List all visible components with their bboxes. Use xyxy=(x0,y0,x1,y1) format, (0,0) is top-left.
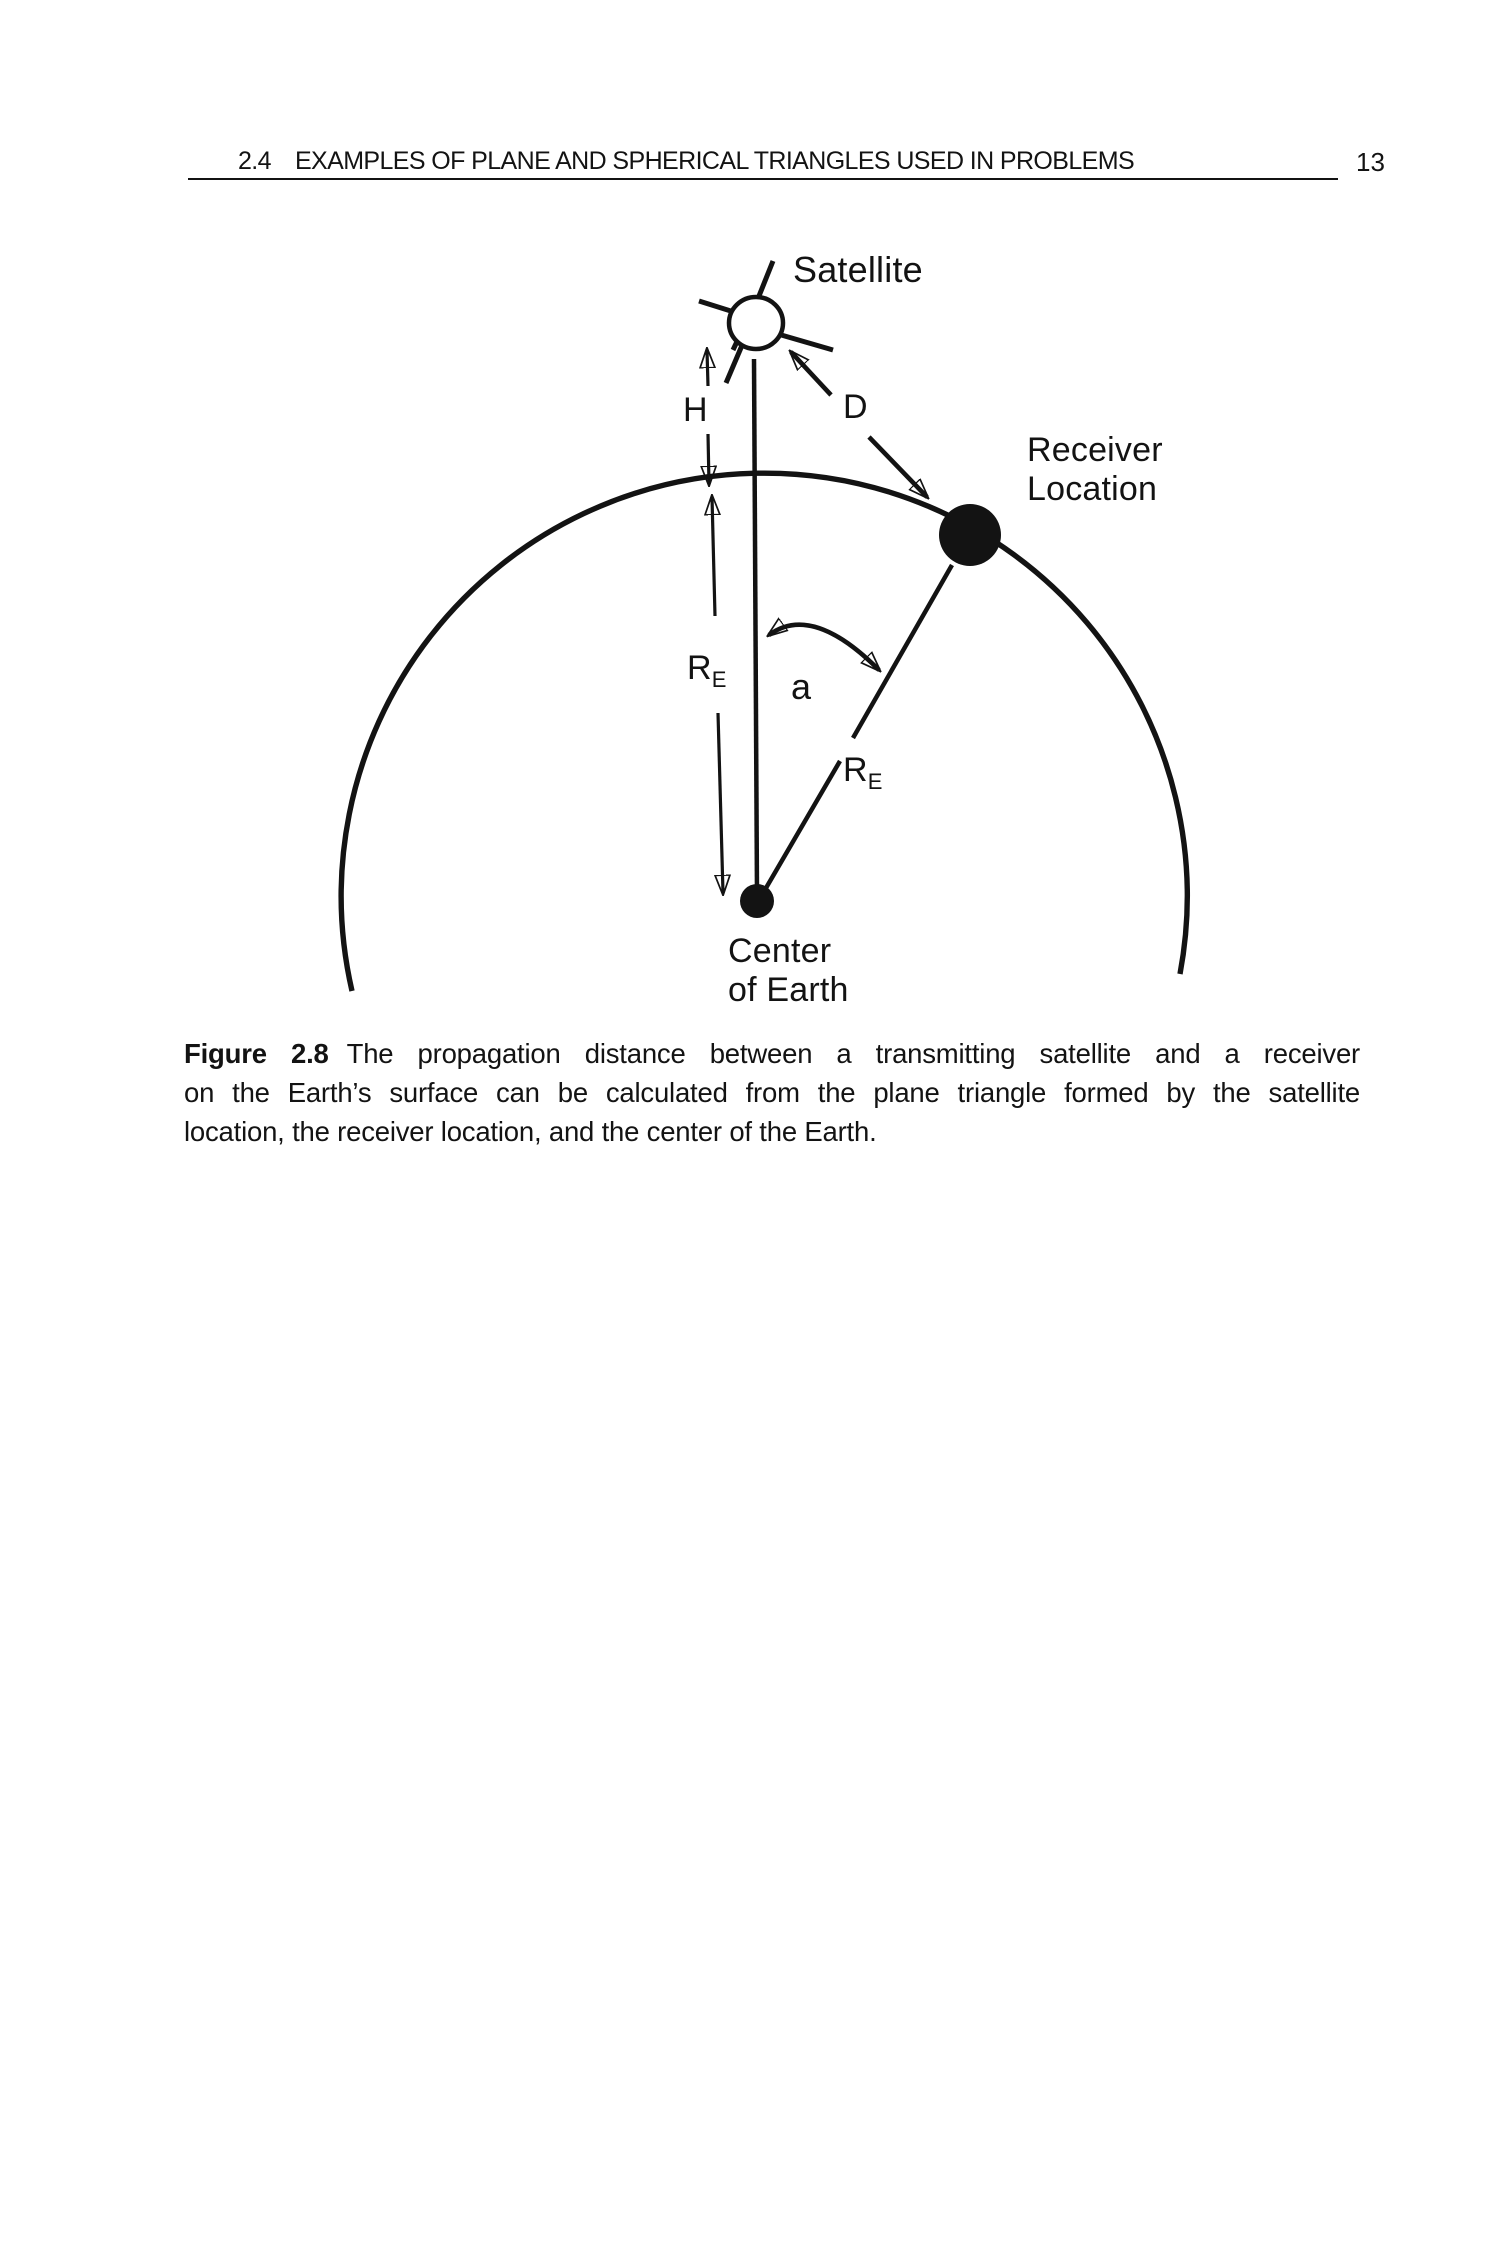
radius-arrow-down xyxy=(718,713,723,893)
satellite-nadir-line xyxy=(754,359,757,895)
caption-line-2: on the Earth’s surface can be calculated from the plane triangle formed by the satellite xyxy=(184,1077,1360,1108)
propagation-distance-label: D xyxy=(843,388,868,426)
earth-radius-symbol: R xyxy=(687,649,712,687)
altitude-arrow-up xyxy=(707,350,708,386)
section-number: 2.4 xyxy=(238,147,271,175)
propagation-arrow-to-satellite xyxy=(791,352,831,395)
caption-line-1 xyxy=(184,1034,1360,1073)
earth-radius-symbol: R xyxy=(843,751,868,789)
altitude-label: H xyxy=(683,391,708,429)
center-of-earth-label-line1: Center xyxy=(728,932,832,970)
earth-radius-line-upper xyxy=(853,565,952,738)
center-of-earth-label-line2: of Earth xyxy=(728,971,849,1009)
receiver-dot xyxy=(939,504,1001,566)
satellite-antenna-top xyxy=(759,261,773,296)
receiver-label-line1: Receiver xyxy=(1027,431,1163,469)
earth-radius-subscript: E xyxy=(711,667,727,692)
figure-number: Figure 2.8 xyxy=(184,1038,329,1069)
earth-radius-label-right xyxy=(843,751,883,794)
earth-radius-label-left xyxy=(687,649,727,692)
figure-caption xyxy=(184,1034,1360,1151)
satellite-body xyxy=(729,297,783,349)
earth-center-dot xyxy=(740,884,774,918)
section-title: EXAMPLES OF PLANE AND SPHERICAL TRIANGLES USED IN PROBLEMS xyxy=(294,147,1135,175)
receiver-label-line2: Location xyxy=(1027,470,1158,508)
page-number: 13 xyxy=(1356,147,1385,177)
earth-radius-line-lower xyxy=(766,761,840,888)
earth-radius-subscript: E xyxy=(867,769,883,794)
caption-text-1: The propagation distance between a transmitting satellite and a receiver xyxy=(346,1038,1360,1069)
caption-line-3: location, the receiver location, and the center of the Earth. xyxy=(184,1116,877,1147)
central-angle-arc-arrow xyxy=(769,625,879,670)
altitude-arrow-down xyxy=(708,434,709,484)
radius-arrow-up xyxy=(712,497,715,616)
satellite-label: Satellite xyxy=(793,249,923,290)
satellite-antenna-left xyxy=(699,301,734,312)
central-angle-label: a xyxy=(791,666,812,707)
